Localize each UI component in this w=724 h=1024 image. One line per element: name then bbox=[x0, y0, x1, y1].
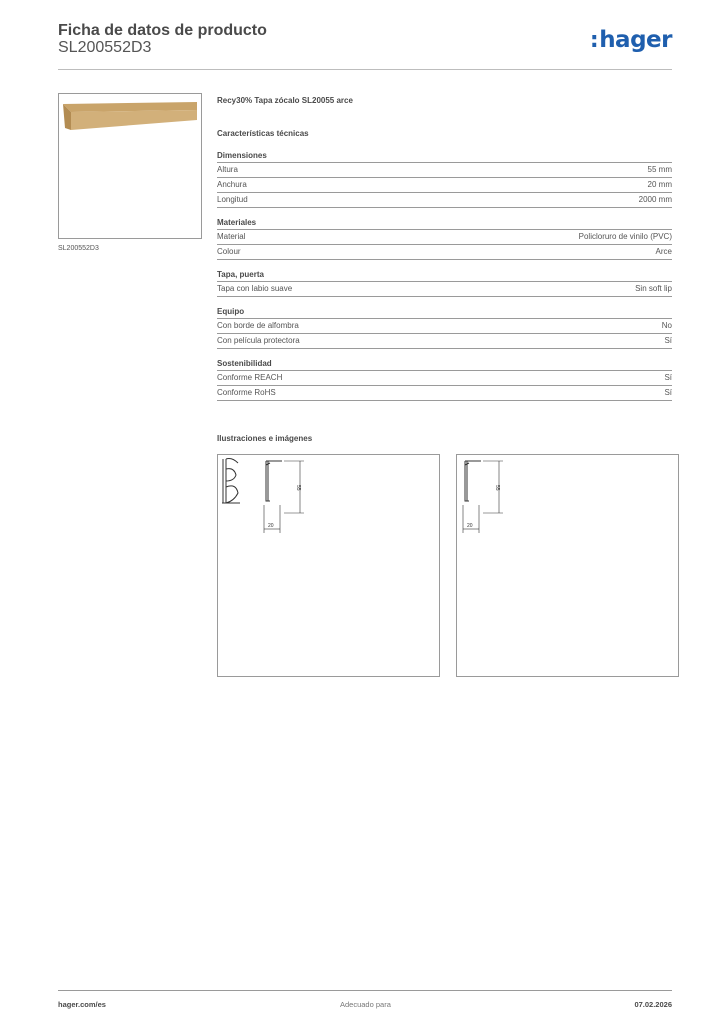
spec-group-equipment bbox=[217, 305, 672, 349]
profile-detail-sketch bbox=[222, 459, 240, 504]
spec-row bbox=[217, 178, 672, 193]
spec-group-sustainability bbox=[217, 357, 672, 401]
footer-website-link[interactable]: hager.com/es bbox=[58, 1000, 106, 1009]
cover-front-face bbox=[71, 110, 197, 130]
spec-label: Anchura bbox=[217, 180, 247, 189]
spec-group-title: Equipo bbox=[217, 305, 672, 319]
spec-value: 2000 mm bbox=[638, 195, 672, 204]
width-dimension-label: 20 bbox=[268, 523, 274, 529]
spec-label: Material bbox=[217, 232, 246, 241]
spec-group-title: Tapa, puerta bbox=[217, 268, 672, 282]
logo-prefix: : bbox=[589, 28, 599, 53]
spec-row bbox=[217, 245, 672, 260]
spec-row bbox=[217, 386, 672, 401]
product-code: SL200552D3 bbox=[58, 39, 152, 56]
profile-section-drawing bbox=[266, 461, 282, 501]
width-dimension-label: 20 bbox=[467, 523, 473, 529]
profile-drawing-2 bbox=[457, 455, 678, 676]
height-dimension-label: 55 bbox=[494, 485, 500, 491]
spec-row bbox=[217, 193, 672, 208]
spec-value: 20 mm bbox=[647, 180, 672, 189]
spec-group-dimensions bbox=[217, 149, 672, 208]
spec-label: Colour bbox=[217, 247, 241, 256]
profile-drawing-1 bbox=[218, 455, 439, 676]
product-name: Recy30% Tapa zócalo SL20055 arce bbox=[217, 96, 353, 105]
spec-group-title: Sostenibilidad bbox=[217, 357, 672, 371]
logo-text: hager bbox=[599, 27, 672, 53]
spec-label: Conforme REACH bbox=[217, 373, 283, 382]
page-header bbox=[58, 22, 672, 70]
spec-group-title: Dimensiones bbox=[217, 149, 672, 163]
spec-row bbox=[217, 371, 672, 386]
spec-label: Conforme RoHS bbox=[217, 388, 276, 397]
spec-row bbox=[217, 282, 672, 297]
spec-group-title: Materiales bbox=[217, 216, 672, 230]
specs-heading: Características técnicas bbox=[217, 129, 309, 138]
spec-label: Con borde de alfombra bbox=[217, 321, 299, 330]
illustration-frame-1 bbox=[217, 454, 440, 677]
spec-row bbox=[217, 163, 672, 178]
hager-logo bbox=[590, 27, 672, 53]
spec-value: 55 mm bbox=[647, 165, 672, 174]
spec-value: Policloruro de vinilo (PVC) bbox=[578, 232, 672, 241]
specifications bbox=[217, 96, 672, 401]
product-image-caption: SL200552D3 bbox=[58, 245, 99, 252]
product-image bbox=[58, 93, 202, 239]
illustration-frame-2 bbox=[456, 454, 679, 677]
profile-section-drawing bbox=[465, 461, 481, 501]
spec-value: Arce bbox=[655, 247, 672, 256]
height-dimension-label: 55 bbox=[295, 485, 301, 491]
illustrations-heading: Ilustraciones e imágenes bbox=[217, 434, 313, 443]
spec-value: Sí bbox=[664, 373, 672, 382]
spec-value: No bbox=[661, 321, 672, 330]
spec-row bbox=[217, 230, 672, 245]
footer-date: 07.02.2026 bbox=[634, 1000, 672, 1009]
page-footer bbox=[58, 990, 672, 1014]
spec-row bbox=[217, 319, 672, 334]
spec-value: Sí bbox=[664, 336, 672, 345]
spec-label: Tapa con labio suave bbox=[217, 284, 293, 293]
spec-value: Sí bbox=[664, 388, 672, 397]
spec-row bbox=[217, 334, 672, 349]
page-title: Ficha de datos de producto bbox=[58, 22, 267, 39]
spec-label: Longitud bbox=[217, 195, 248, 204]
spec-group-cover bbox=[217, 268, 672, 297]
spec-label: Con película protectora bbox=[217, 336, 300, 345]
spec-value: Sin soft lip bbox=[635, 284, 672, 293]
spec-group-materials bbox=[217, 216, 672, 260]
cover-profile-image bbox=[59, 94, 201, 238]
footer-suitable-for: Adecuado para bbox=[340, 1000, 391, 1009]
spec-label: Altura bbox=[217, 165, 238, 174]
